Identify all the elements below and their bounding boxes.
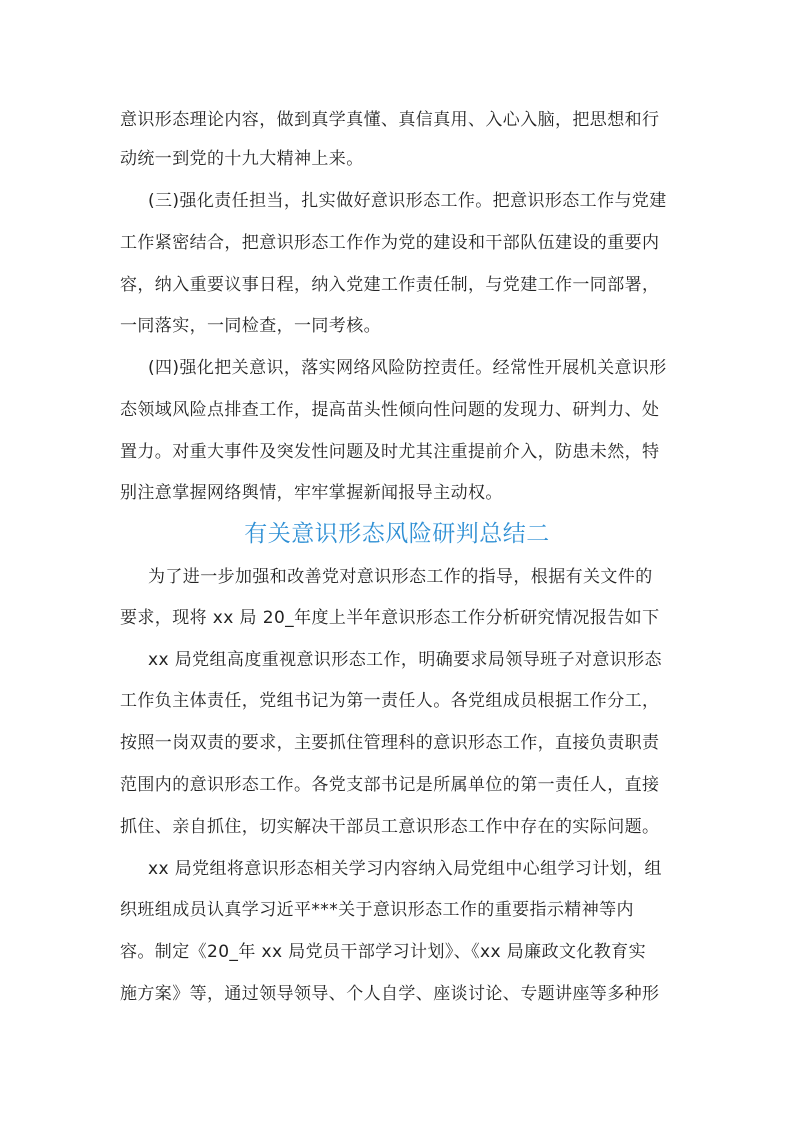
text-line: 施方案》等，通过领导领导、个人自学、座谈讨论、专题讲座等多种形 <box>120 984 660 1004</box>
text-line: 动统一到党的十九大精神上来。 <box>120 149 364 169</box>
text-line: 为了进一步加强和改善党对意识形态工作的指导，根据有关文件的 <box>148 567 653 587</box>
text-line: 抓住、亲自抓住，切实解决干部员工意识形态工作中存在的实际问题。 <box>120 817 660 837</box>
text-line: 置力。对重大事件及突发性问题及时尤其注重提前介入，防患未然，特 <box>120 442 660 462</box>
text-line: 按照一岗双责的要求，主要抓住管理科的意识形态工作，直接负责职责 <box>120 733 660 753</box>
text-line: 态领域风险点排查工作，提高苗头性倾向性问题的发现力、研判力、处 <box>120 400 660 420</box>
text-line: xx 局党组高度重视意识形态工作，明确要求局领导班子对意识形态 <box>148 650 662 670</box>
text-line: 容，纳入重要议事日程，纳入党建工作责任制，与党建工作一同部署， <box>120 275 660 295</box>
text-line: 要求，现将 xx 局 20_年度上半年意识形态工作分析研究情况报告如下 <box>120 608 660 628</box>
text-line: 工作紧密结合，把意识形态工作作为党的建设和干部队伍建设的重要内 <box>120 233 660 253</box>
text-line: 工作负主体责任，党组书记为第一责任人。各党组成员根据工作分工， <box>120 691 660 711</box>
text-line: 容。制定《20_年 xx 局党员干部学习计划》、《xx 局廉政文化教育实 <box>120 942 646 962</box>
text-line: 意识形态理论内容，做到真学真懂、真信真用、入心入脑，把思想和行 <box>120 110 660 130</box>
text-line: 织班组成员认真学习近平***关于意识形态工作的重要指示精神等内 <box>120 900 634 920</box>
text-line: 别注意掌握网络舆情，牢牢掌握新闻报导主动权。 <box>120 483 503 503</box>
text-line: 范围内的意识形态工作。各党支部书记是所属单位的第一责任人，直接 <box>120 775 660 795</box>
text-line: 一同落实，一同检查，一同考核。 <box>120 316 381 336</box>
text-line: (三)强化责任担当，扎实做好意识形态工作。把意识形态工作与党建 <box>148 191 667 211</box>
text-line: (四)强化把关意识，落实网络风险防控责任。经常性开展机关意识形 <box>148 358 667 378</box>
section-heading: 有关意识形态风险研判总结二 <box>244 521 550 547</box>
text-line: xx 局党组将意识形态相关学习内容纳入局党组中心组学习计划，组 <box>148 859 662 879</box>
